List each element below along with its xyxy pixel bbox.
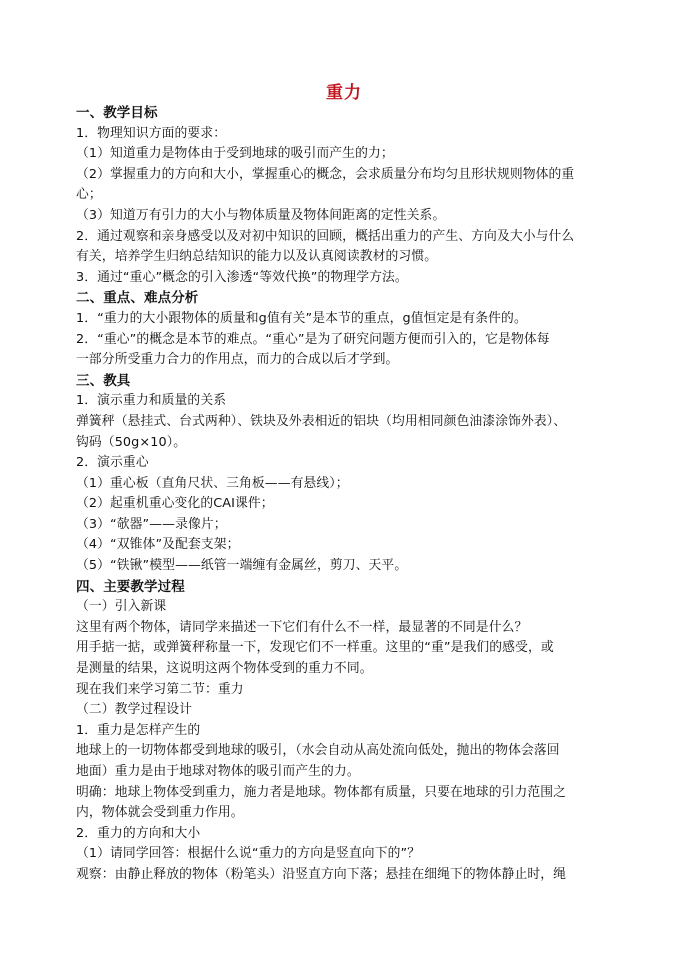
section-heading: 二、重点、难点分析 — [76, 290, 199, 307]
text-line: 弹簧秤（悬挂式、台式两种）、铁块及外表相近的铝块（均用相同颜色油漆涂饰外表）、 — [76, 413, 567, 429]
text-line: 内，物体就会受到重力作用。 — [76, 805, 244, 821]
text-line: 用手掂一掂，或弹簧秤称量一下，发现它们不一样重。这里的“重”是我们的感受，或 — [76, 640, 554, 656]
text-line: 地球上的一切物体都受到地球的吸引，（水会自动从高处流向低处，抛出的物体会落回 — [76, 743, 560, 759]
text-line: 2．“重心”的概念是本节的难点。“重心”是为了研究问题方便而引入的，它是物体每 — [76, 331, 550, 347]
text-line: 1．“重力的大小跟物体的质量和g值有关”是本节的重点，g值恒定是有条件的。 — [76, 310, 527, 326]
text-line: （一）引入新课 — [76, 599, 167, 615]
text-line: 有关，培养学生归纳总结知识的能力以及认真阅读教材的习惯。 — [76, 249, 438, 265]
text-line: 1．重力是怎样产生的 — [76, 722, 201, 738]
section-heading: 四、主要教学过程 — [76, 578, 185, 595]
text-line: 3．通过“重心”概念的引入渗透“等效代换”的物理学方法。 — [76, 269, 408, 285]
document-body — [76, 103, 616, 886]
text-line: （4）“双锥体”及配套支架； — [76, 537, 240, 553]
text-line: 这里有两个物体，请同学来描述一下它们有什么不一样，最显著的不同是什么？ — [76, 619, 528, 635]
text-line: （5）“铁锹”模型——纸管一端缠有金属丝，剪刀、天平。 — [76, 558, 408, 574]
text-line: （2）掌握重力的方向和大小，掌握重心的概念，会求质量分布均匀且形状规则物体的重 — [76, 166, 575, 182]
section-heading: 三、教具 — [76, 372, 131, 389]
text-line: 心； — [76, 187, 102, 203]
document-title: 重力 — [326, 83, 362, 103]
text-line: 2．重力的方向和大小 — [76, 825, 201, 841]
text-line: 1．物理知识方面的要求： — [76, 125, 227, 141]
text-line: 是测量的结果，这说明这两个物体受到的重力不同。 — [76, 661, 373, 677]
text-line: 钩码（50g×10）。 — [76, 434, 187, 450]
text-line: （1）知道重力是物体由于受到地球的吸引而产生的力； — [76, 146, 394, 162]
text-line: 地面）重力是由于地球对物体的吸引而产生的力。 — [76, 764, 360, 779]
text-line: 1．演示重力和质量的关系 — [76, 393, 227, 409]
text-line: （3）知道万有引力的大小与物体质量及物体间距离的定性关系。 — [76, 207, 446, 223]
text-line: （3）“欹器”——录像片； — [76, 516, 227, 532]
text-line: （1）重心板（直角尺状、三角板——有悬线）； — [76, 475, 349, 491]
text-line: 现在我们来学习第二节：重力 — [76, 681, 244, 697]
section-heading: 一、教学目标 — [76, 105, 158, 121]
text-line: （2）起重机重心变化的CAI课件； — [76, 496, 274, 512]
text-line: （二）教学过程设计 — [76, 702, 193, 718]
text-line: 2．演示重心 — [76, 455, 149, 471]
text-line: 明确：地球上物体受到重力，施力者是地球。物体都有质量，只要在地球的引力范围之 — [76, 784, 567, 800]
text-line: 2．通过观察和亲身感受以及对初中知识的回顾，概括出重力的产生、方向及大小与什么 — [76, 228, 575, 244]
text-line: 观察：由静止释放的物体（粉笔头）沿竖直方向下落；悬挂在细绳下的物体静止时，绳 — [76, 866, 567, 882]
text-line: （1）请同学回答：根据什么说“重力的方向是竖直向下的”？ — [76, 846, 421, 862]
text-line: 一部分所受重力合力的作用点，而力的合成以后才学到。 — [76, 352, 399, 368]
